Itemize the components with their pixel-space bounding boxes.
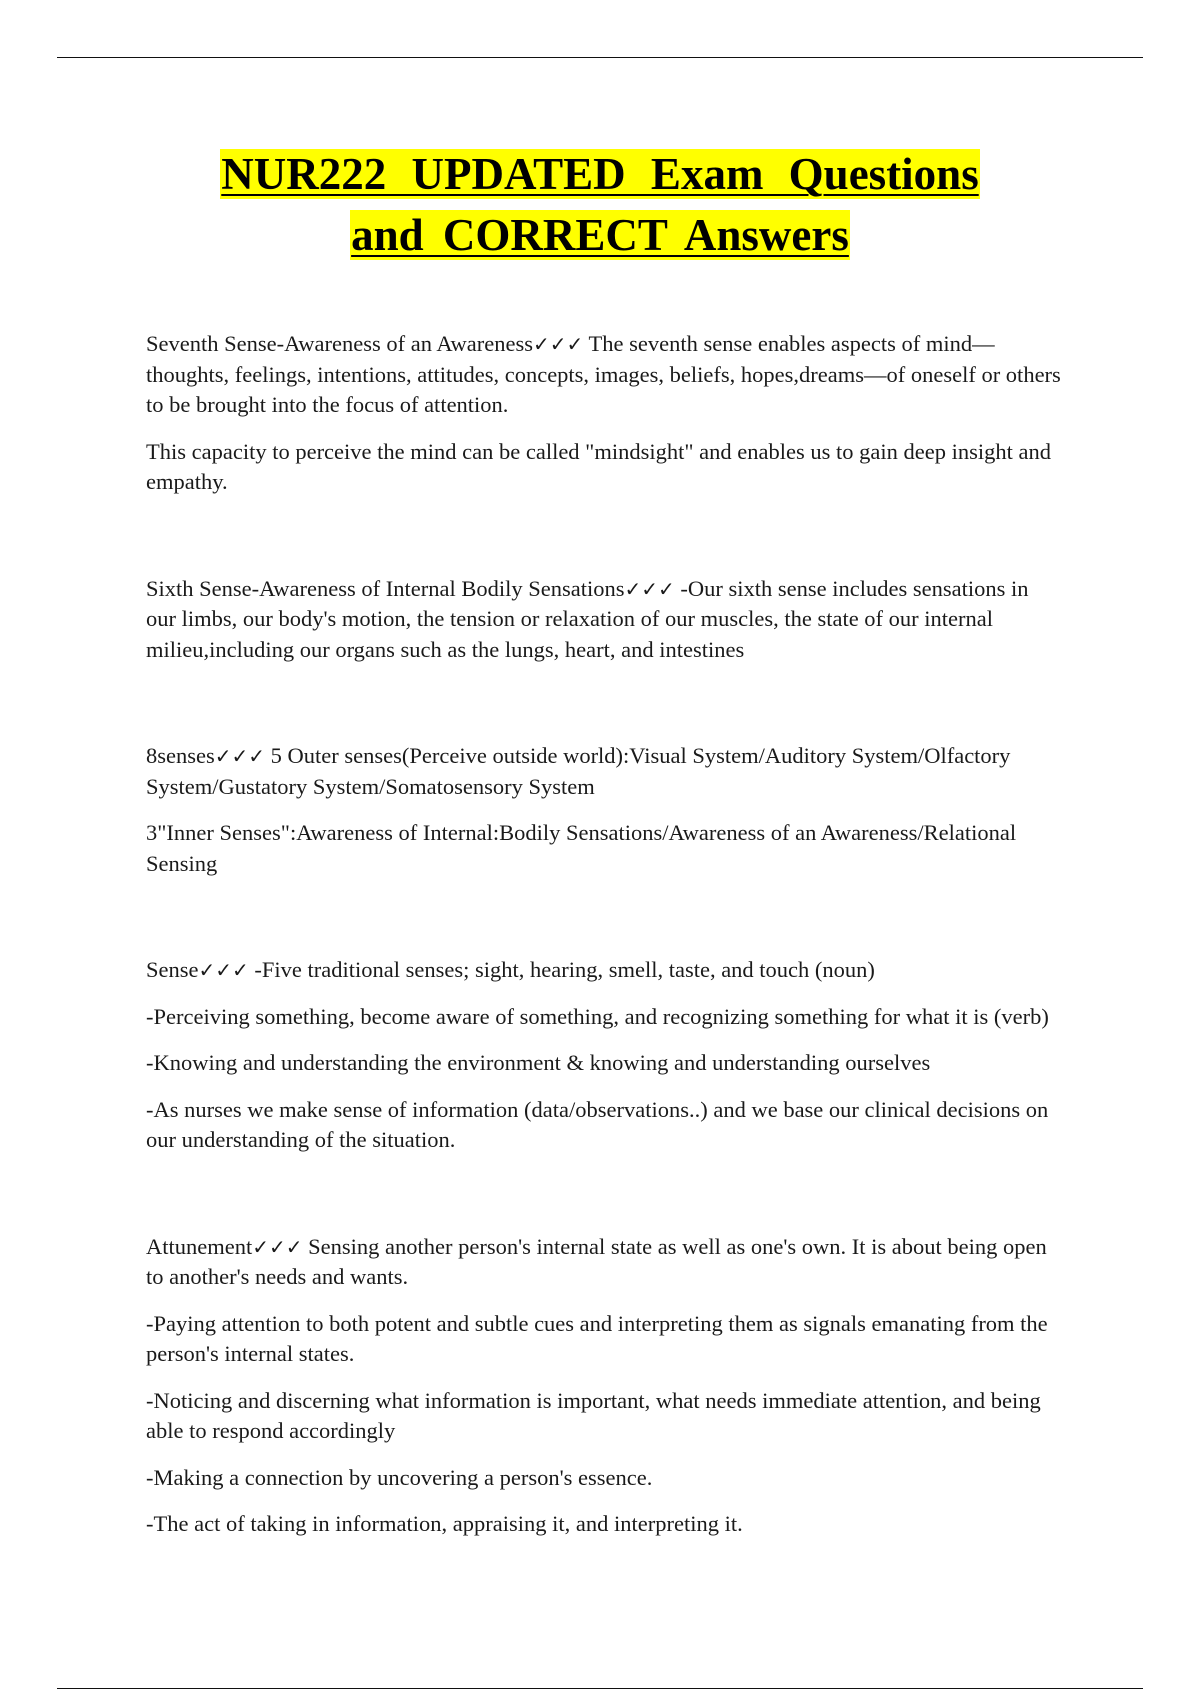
check-mark-icon: ✓✓✓ [624, 576, 675, 601]
qa-entry [146, 329, 1061, 498]
qa-paragraph: -Perceiving something, become aware of something, and recognizing something for what it is (verb) [146, 1003, 1049, 1029]
bottom-rule [57, 1688, 1143, 1689]
qa-paragraph: -The act of taking in information, appraising it, and interpreting it. [146, 1511, 743, 1536]
qa-entry [146, 574, 1061, 666]
qa-paragraph: -Making a connection by uncovering a person's essence. [146, 1464, 653, 1490]
qa-question [146, 574, 1061, 666]
qa-answer: The seventh sense enables aspects of mind—thoughts, feelings, intentions, attitudes, concepts, images, beliefs, hopes,dreams—of oneself or others to be brought into the focus of attention. [146, 331, 1061, 417]
check-mark-icon: ✓✓✓ [533, 332, 584, 356]
title-line-1: NUR222 UPDATED Exam Questions [221, 149, 979, 199]
qa-answer: 5 Outer senses(Perceive outside world):Visual System/Auditory System/Olfactory System/Gustatory System/Somatosensory System [146, 743, 1011, 799]
check-mark-icon: ✓✓✓ [214, 744, 266, 768]
qa-term: Sixth Sense-Awareness of Internal Bodily Sensations [146, 575, 625, 601]
qa-paragraph: -As nurses we make sense of information (data/observations..) and we base our clinical decisions on our understanding of the situation. [146, 1096, 1049, 1152]
qa-question [146, 1232, 1061, 1293]
qa-entry [146, 741, 1061, 879]
document-title [100, 144, 1100, 266]
qa-paragraph: -Knowing and understanding the environment & knowing and understanding ourselves [146, 1050, 931, 1075]
qa-answer: Sensing another person's internal state as well as one's own. It is about being open to another's needs and wants. [146, 1233, 1047, 1289]
check-mark-icon: ✓✓✓ [198, 958, 249, 982]
qa-content [146, 329, 1061, 1556]
qa-entry [146, 1232, 1061, 1540]
qa-term: 8senses [146, 743, 215, 768]
qa-term: Attunement [146, 1233, 253, 1259]
qa-paragraph: This capacity to perceive the mind can be called "mindsight" and enables us to gain deep insight and empathy. [146, 438, 1051, 494]
qa-question [146, 741, 1061, 802]
top-rule [57, 57, 1143, 58]
qa-term: Seventh Sense-Awareness of an Awareness [146, 331, 534, 356]
qa-paragraph: -Paying attention to both potent and subtle cues and interpreting them as signals emanating from the person's internal states. [146, 1310, 1048, 1366]
qa-answer: -Five traditional senses; sight, hearing, smell, taste, and touch (noun) [248, 957, 875, 982]
qa-paragraph: -Noticing and discerning what information is important, what needs immediate attention, and being able to respond accordingly [146, 1387, 1041, 1443]
qa-paragraph: 3"Inner Senses":Awareness of Internal:Bodily Sensations/Awareness of an Awareness/Relational Sensing [146, 820, 1017, 876]
check-mark-icon: ✓✓✓ [252, 1234, 303, 1259]
qa-question [146, 955, 1061, 986]
qa-question [146, 329, 1061, 421]
qa-entry [146, 955, 1061, 1156]
title-line-2: and CORRECT Answers [351, 210, 849, 260]
qa-term: Sense [146, 957, 199, 982]
qa-answer: -Our sixth sense includes sensations in our limbs, our body's motion, the tension or relaxation of our muscles, the state of our internal milieu,including our organs such as the lungs, heart, and intestines [146, 575, 1029, 662]
